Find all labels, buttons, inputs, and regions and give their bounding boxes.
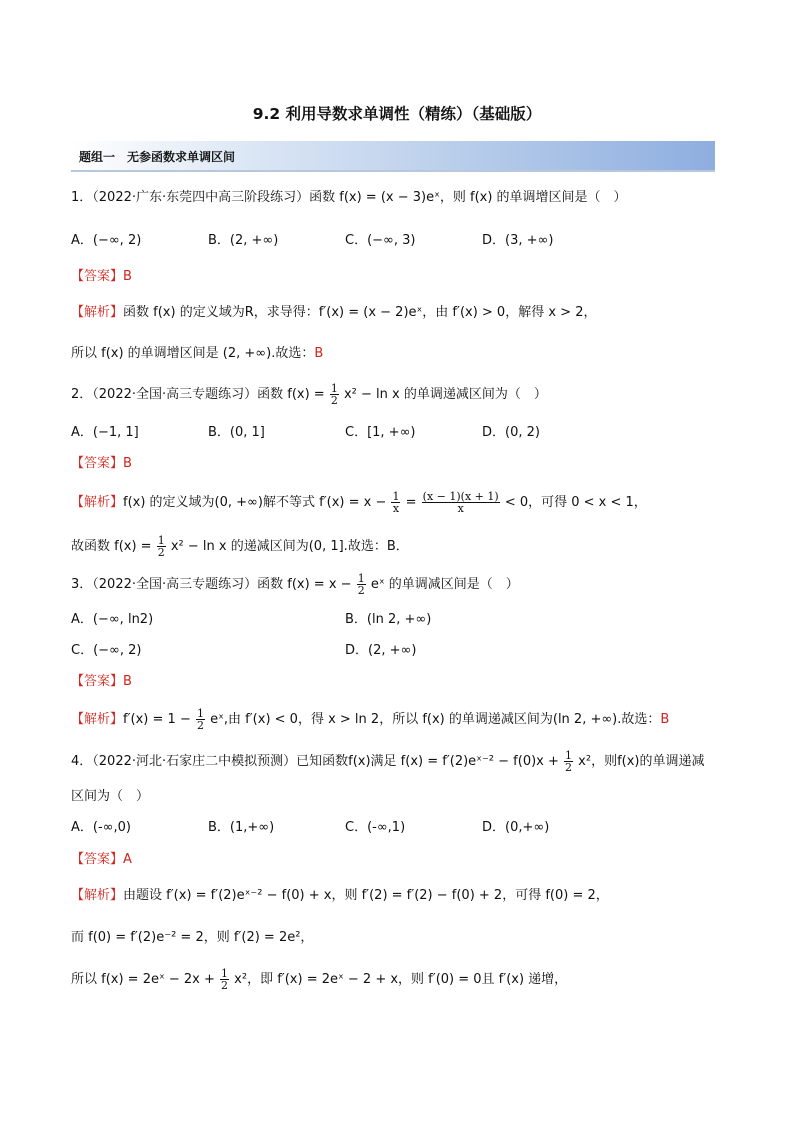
q3-stem-fraction [357, 573, 366, 596]
q1-option-d[interactable]: D．(3, +∞) [482, 233, 554, 248]
q2-l1-frac2 [422, 491, 500, 514]
q2-stem-den: 2 [330, 394, 338, 407]
q3-l1-choice: B [660, 712, 670, 727]
q4-option-c[interactable]: C．(-∞,1) [345, 820, 406, 835]
q2-l1-c: < 0，可得 0 < x < 1， [504, 495, 647, 510]
q3-stem-b: eˣ 的单调减区间是（ ） [370, 577, 519, 592]
q4-analysis-line3 [71, 968, 567, 991]
q1-option-c[interactable]: C．(−∞, 3) [345, 233, 416, 248]
q2-l1-b: = [405, 495, 417, 510]
q2-l1-f2d: x [457, 502, 464, 515]
q4-option-a[interactable]: A．(-∞,0) [71, 820, 131, 835]
q2-stem-fraction [330, 383, 339, 406]
q1-answer-tag: 【答案】 [71, 269, 124, 284]
q2-analysis-line1 [71, 491, 647, 514]
q4-stem-fraction [564, 750, 573, 773]
q2-option-b[interactable]: B．(0, 1] [208, 425, 265, 440]
q1-answer-line [71, 268, 132, 286]
q4-stem-b: x²，则f(x)的单调递减 [578, 754, 705, 769]
q4-stem-fn: 1 [565, 749, 573, 762]
q2-l2-b: x² − ln x 的递减区间为(0, 1].故选：B． [170, 539, 409, 554]
q2-analysis-line2 [71, 535, 409, 558]
page-title: 9.2 利用导数求单调性（精练）（基础版） [252, 105, 542, 123]
q3-analysis-line1 [71, 708, 669, 731]
q4-l3-fn: 1 [221, 967, 229, 980]
q4-stem-a: 4．（2022·河北·石家庄二中模拟预测）已知函数f(x)满足 f(x) = f′(2)eˣ⁻² − f(0)x + [71, 754, 559, 769]
q2-l1-f1n: 1 [392, 490, 400, 503]
q2-l2-fd: 2 [157, 546, 165, 559]
q2-analysis-tag: 【解析】 [71, 495, 124, 510]
q3-option-c[interactable]: C．(−∞, 2) [71, 643, 142, 658]
q1-answer: B [123, 269, 132, 284]
q2-l2-fn: 1 [157, 534, 165, 547]
q4-answer-tag: 【答案】 [71, 852, 124, 867]
q3-l1-fn: 1 [196, 707, 204, 720]
q4-l1: 由题设 f′(x) = f′(2)eˣ⁻² − f(0) + x，则 f′(2) = f′(2) − f(0) + 2，可得 f(0) = 2， [123, 888, 609, 903]
q1-option-a[interactable]: A．(−∞, 2) [71, 233, 142, 248]
q4-l3-b: x²，即 f′(x) = 2eˣ − 2 + x，则 f′(0) = 0且 f′(x) 递增， [234, 972, 568, 987]
q1-analysis-text2: 所以 f(x) 的单调增区间是 (2, +∞).故选： [71, 346, 315, 361]
q3-answer-line [71, 673, 132, 691]
q3-stem-fn: 1 [357, 572, 365, 585]
q4-analysis-tag: 【解析】 [71, 888, 124, 903]
q2-l1-frac1 [391, 491, 400, 514]
q3-l1-b: eˣ,由 f′(x) < 0，得 x > ln 2，所以 f(x) 的单调递减区间为(ln 2, +∞).故选： [210, 712, 661, 727]
q2-stem-b: x² − ln x 的单调递减区间为（ ） [343, 387, 547, 402]
q3-analysis-tag: 【解析】 [71, 712, 124, 727]
q3-l1-fd: 2 [196, 719, 204, 732]
q4-answer: A [123, 852, 132, 867]
q4-stem-line2: 区间为（ ） [71, 789, 150, 804]
q2-answer-tag: 【答案】 [71, 456, 124, 471]
section-title: 题组一 无参函数求单调区间 [79, 150, 236, 164]
q4-analysis-line1 [71, 887, 609, 905]
q4-option-d[interactable]: D．(0,+∞) [482, 820, 550, 835]
q2-answer: B [123, 456, 132, 471]
q2-answer-line [71, 455, 132, 473]
q4-option-b[interactable]: B．(1,+∞) [208, 820, 275, 835]
q2-l2-a: 故函数 f(x) = [71, 539, 152, 554]
q3-option-a[interactable]: A．(−∞, ln2) [71, 612, 154, 627]
q2-l1-f2n: (x − 1)(x + 1) [422, 490, 499, 503]
q4-stem-fd: 2 [565, 761, 573, 774]
q3-stem-a: 3．（2022·全国·高三专题练习）函数 f(x) = x − [71, 577, 352, 592]
q1-analysis-line1 [71, 304, 596, 322]
q2-option-a[interactable]: A．(−1, 1] [71, 425, 139, 440]
q3-answer-tag: 【答案】 [71, 674, 124, 689]
q2-l1-f1d: x [392, 502, 400, 515]
q4-l3-a: 所以 f(x) = 2eˣ − 2x + [71, 972, 215, 987]
q1-analysis-choice: B [314, 346, 324, 361]
q3-l1-a: f′(x) = 1 − [123, 712, 191, 727]
q2-stem [71, 383, 547, 406]
q4-analysis-line2: 而 f(0) = f′(2)e⁻² = 2，则 f′(2) = 2e²， [71, 930, 314, 945]
q2-option-d[interactable]: D．(0, 2) [482, 425, 540, 440]
q2-l2-frac [157, 535, 166, 558]
q2-option-c[interactable]: C．[1, +∞) [345, 425, 416, 440]
q4-l3-fd: 2 [221, 979, 229, 992]
q3-answer: B [123, 674, 132, 689]
q4-stem-line1 [71, 750, 705, 773]
q3-option-b[interactable]: B．(ln 2, +∞) [345, 612, 432, 627]
q3-l1-frac [196, 708, 205, 731]
q4-l3-frac [220, 968, 229, 991]
q1-analysis-tag: 【解析】 [71, 305, 124, 320]
q4-answer-line [71, 851, 132, 869]
q2-stem-a: 2．（2022·全国·高三专题练习）函数 f(x) = [71, 387, 325, 402]
section-banner [71, 141, 715, 172]
q3-stem-fd: 2 [357, 584, 365, 597]
q1-analysis-line2 [71, 345, 323, 363]
q3-option-d[interactable]: D．(2, +∞) [345, 643, 417, 658]
q2-l1-a: f(x) 的定义域为(0, +∞)解不等式 f′(x) = x − [123, 495, 387, 510]
q2-stem-num: 1 [330, 382, 338, 395]
q1-analysis-text1: 函数 f(x) 的定义域为R，求导得：f′(x) = (x − 2)eˣ，由 f′(x) > 0，解得 x > 2， [123, 305, 597, 320]
q1-stem: 1．（2022·广东·东莞四中高三阶段练习）函数 f(x) = (x − 3)eˣ，则 f(x) 的单调增区间是（ ） [71, 190, 627, 205]
q3-stem [71, 573, 519, 596]
q1-option-b[interactable]: B．(2, +∞) [208, 233, 279, 248]
